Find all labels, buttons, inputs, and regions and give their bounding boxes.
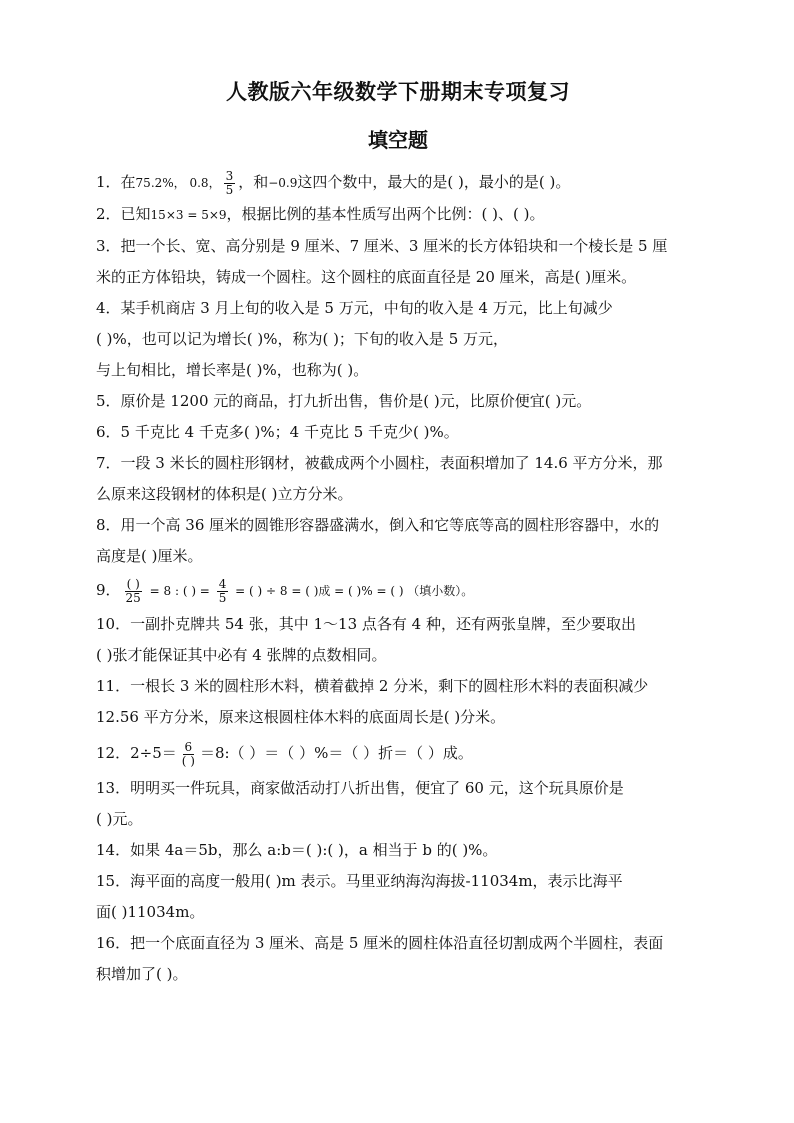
q9-fraction-1 [124,578,143,605]
q9-fraction-2-denominator: 5 [218,590,227,605]
q9-ratio: = 8 : ( ) = [145,584,214,598]
q1-text-c: ，和 [238,173,269,191]
q9-fraction-1-denominator: 25 [125,590,141,605]
q1-fraction-numerator: 3 [225,168,234,183]
question-9 [96,572,700,609]
q12-prefix: 12．2÷5＝ [96,744,177,762]
q2-prefix: 2．已知 [96,205,151,223]
question-13-line-1: 13．明明买一件玩具，商家做活动打八折出售，便宜了 60 元，这个玩具原价是 [96,779,624,797]
question-11-line-1: 11．一根长 3 米的圆柱形木料，横着截掉 2 分米，剩下的圆柱形木料的表面积减少 [96,677,649,695]
q12-rest: ＝8:（ ）＝（ ）%＝（ ）折＝（ ）成。 [199,744,473,762]
question-3-line-1: 3．把一个长、宽、高分别是 9 厘米、7 厘米、3 厘米的长方体铅块和一个棱长是 5 厘 [96,237,668,255]
question-4-line-2: ( )%，也可以记为增长( )%，称为( )；下旬的收入是 5 万元， [96,330,509,348]
q9-fraction-2 [217,578,229,605]
question-14: 14．如果 4a＝5b，那么 a:b＝( ):( )，a 相当于 b 的( )%。 [96,841,498,859]
q9-fraction-1-numerator: ( ) [126,576,140,591]
question-10-line-2: ( )张才能保证其中必有 4 张牌的点数相同。 [96,646,387,664]
question-8-line-2: 高度是( )厘米。 [96,547,203,565]
q9-prefix: 9． [96,581,121,599]
question-1 [96,167,700,199]
q1-text-e: 这四个数中，最大的是( )，最小的是( )。 [297,173,571,191]
question-12 [96,733,700,773]
question-8-line-1: 8．用一个高 36 厘米的圆锥形容器盛满水，倒入和它等底等高的圆柱形容器中，水的 [96,516,660,534]
question-13-line-2: ( )元。 [96,810,143,828]
page-subtitle: 填空题 [368,128,428,152]
question-6: 6．5 千克比 4 千克多( )%；4 千克比 5 千克少( )%。 [96,423,459,441]
q1-fraction-denominator: 5 [225,182,234,197]
q9-rest: = ( ) ÷ 8 = ( )成 = ( )% = ( ) （填小数）。 [231,584,474,598]
q1-fraction [224,170,236,197]
question-15-line-1: 15．海平面的高度一般用( )m 表示。马里亚纳海沟海拔-11034m，表示比海平 [96,872,623,890]
question-16-line-1: 16．把一个底面直径为 3 厘米、高是 5 厘米的圆柱体沿直径切割成两个半圆柱，表面 [96,934,664,952]
question-10-line-1: 10．一副扑克牌共 54 张，其中 1～13 点各有 4 种，还有两张皇牌，至少要取出 [96,615,636,633]
question-2 [96,199,700,231]
q12-fraction-numerator: 6 [184,739,193,754]
q12-fraction [180,741,197,768]
page-title: 人教版六年级数学下册期末专项复习 [226,79,570,104]
q9-fraction-2-numerator: 4 [218,576,227,591]
q2-text: ，根据比例的基本性质写出两个比例：( )、( )。 [226,205,545,223]
question-5: 5．原价是 1200 元的商品，打九折出售，售价是( )元，比原价便宜( )元。 [96,392,592,410]
q2-equation: 15×3 = 5×9 [150,208,227,222]
question-16-line-2: 积增加了( )。 [96,965,188,983]
question-7-line-2: 么原来这段钢材的体积是( )立方分米。 [96,485,353,503]
q1-negative: −0.9 [268,176,298,190]
q1-numbers: 75.2%， 0.8， [135,176,221,190]
question-4-line-1: 4．某手机商店 3 月上旬的收入是 5 万元，中旬的收入是 4 万元，比上旬减少 [96,299,613,317]
question-3-line-2: 米的正方体铅块，铸成一个圆柱。这个圆柱的底面直径是 20 厘米，高是( )厘米。 [96,268,637,286]
question-15-line-2: 面( )11034m。 [96,903,205,921]
q1-prefix: 1．在 [96,173,136,191]
q12-fraction-denominator: ( ) [181,753,195,768]
question-11-line-2: 12.56 平方分米，原来这根圆柱体木料的底面周长是( )分米。 [96,708,506,726]
question-4-line-3: 与上旬相比，增长率是( )%，也称为( )。 [96,361,369,379]
question-7-line-1: 7．一段 3 米长的圆柱形钢材，被截成两个小圆柱，表面积增加了 14.6 平方分米，那 [96,454,663,472]
